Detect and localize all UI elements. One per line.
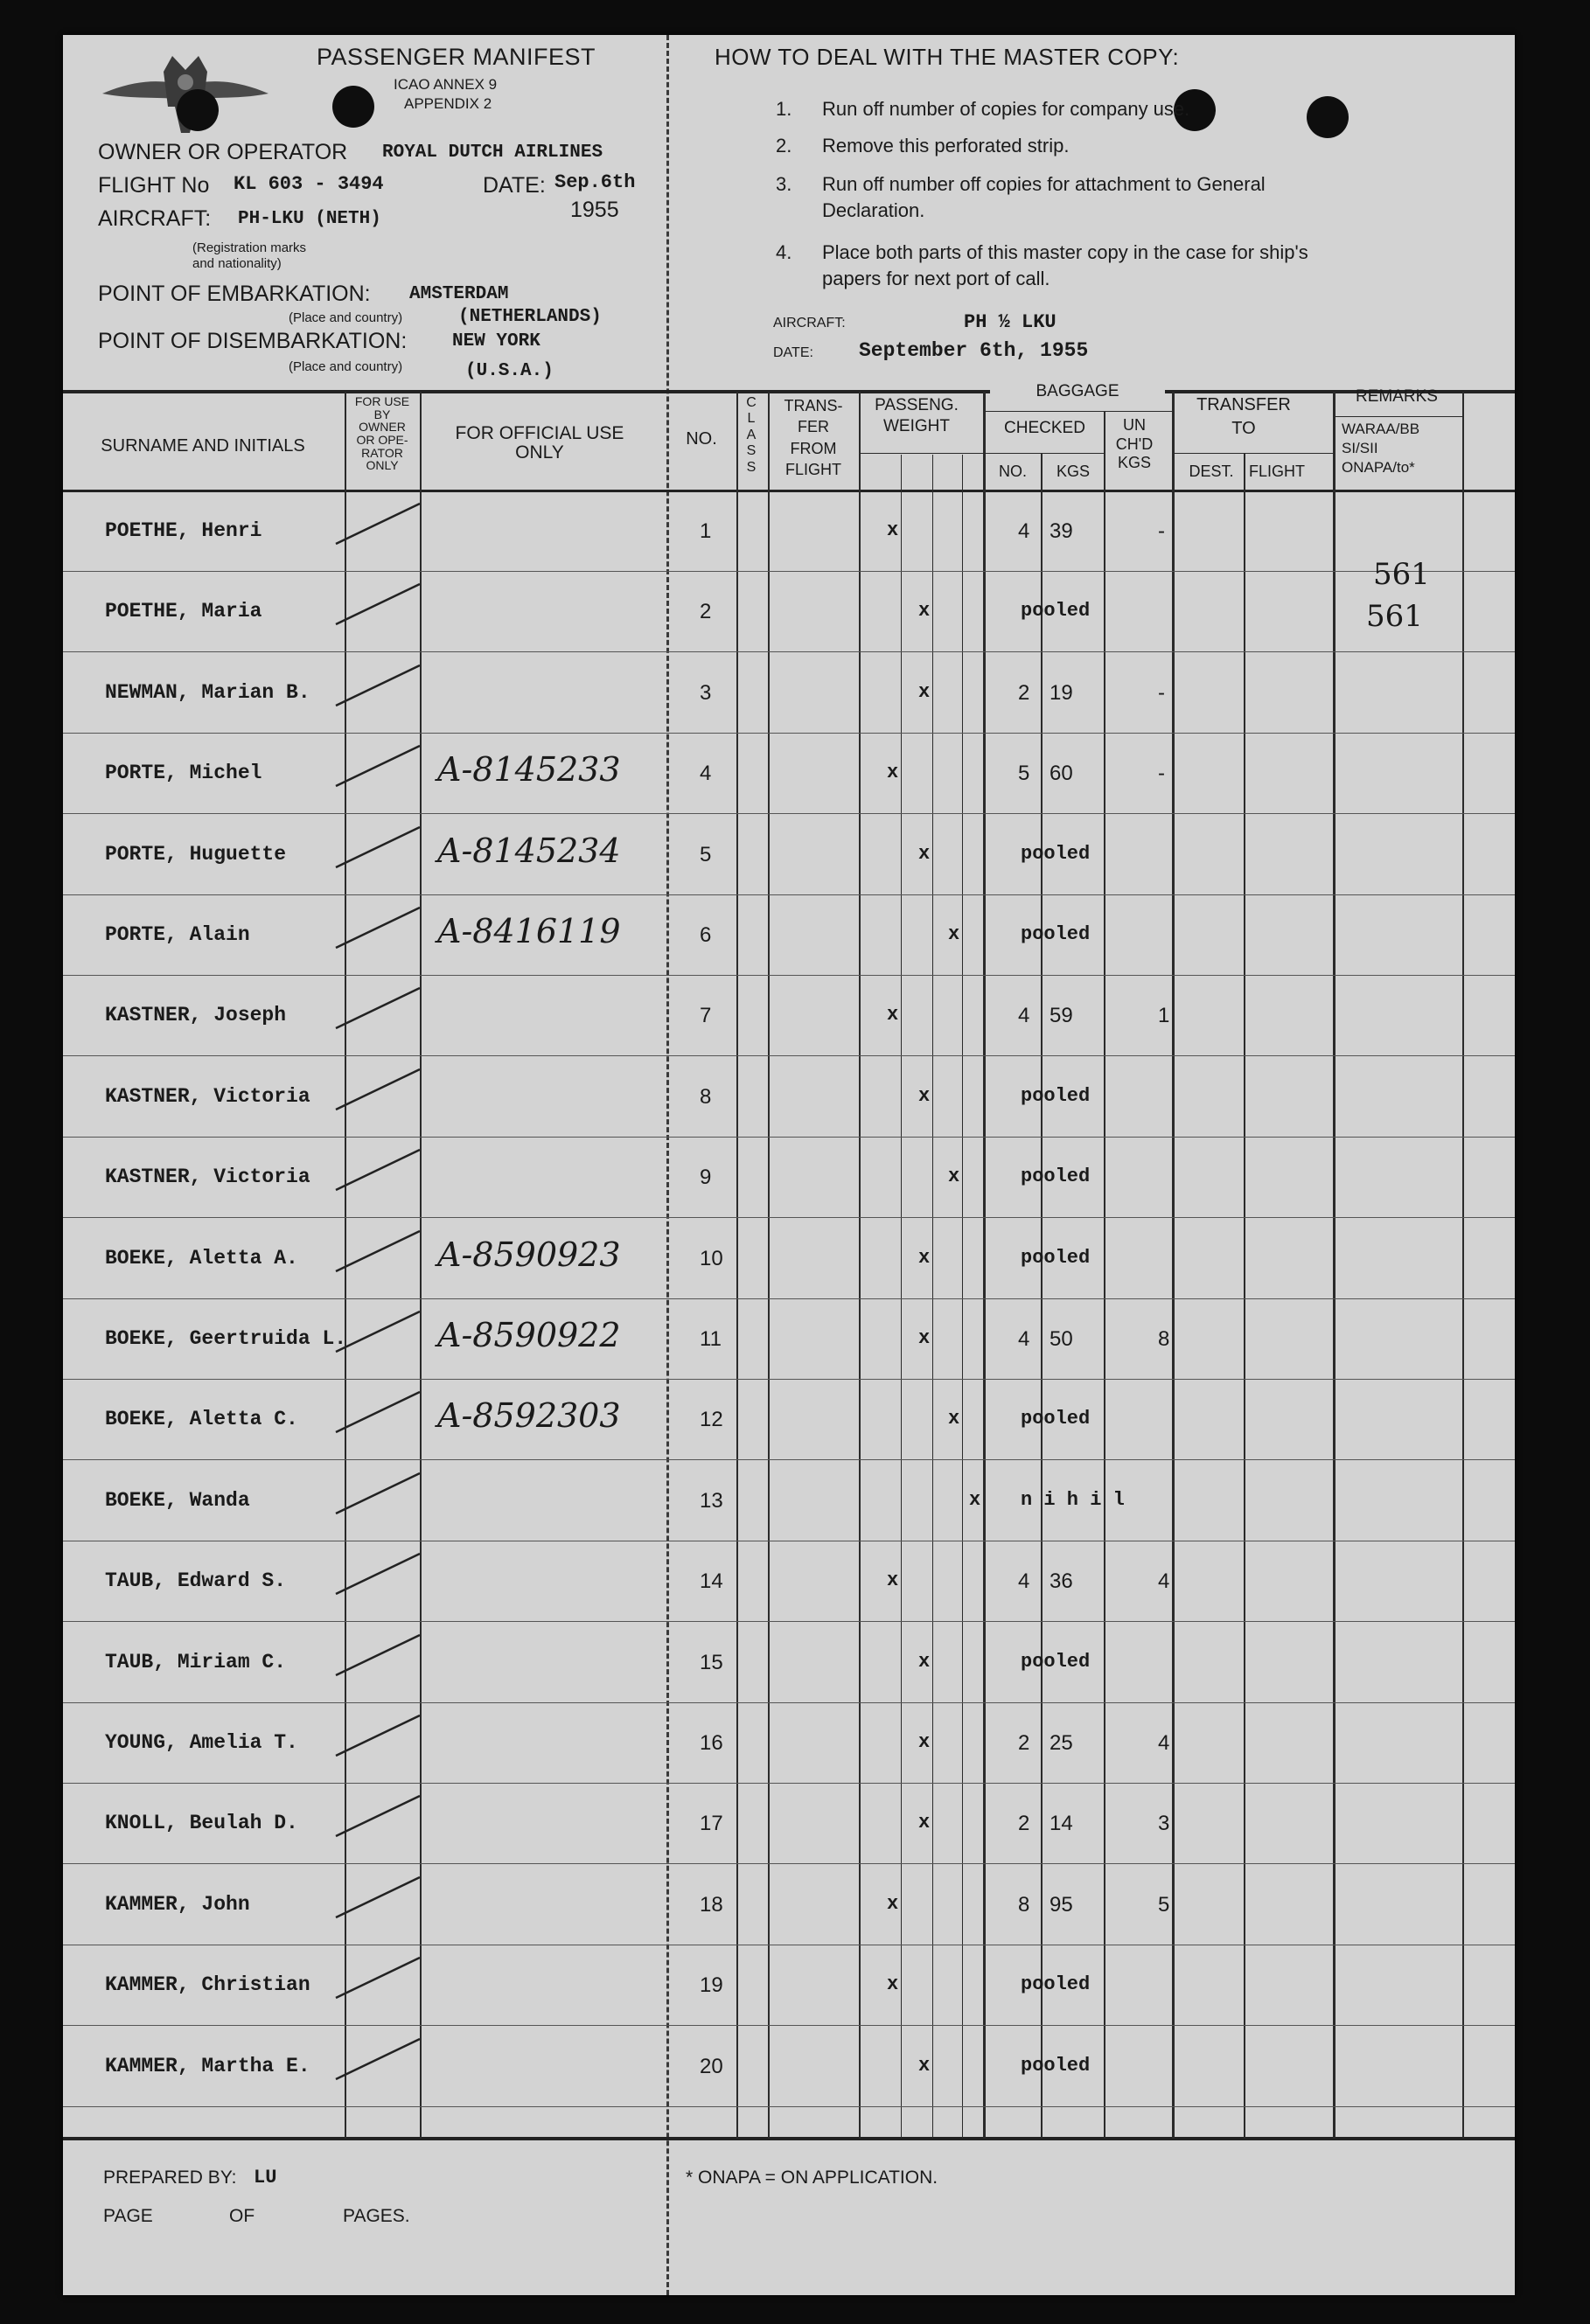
owner-check-mark [332,1064,429,1117]
col-class-letter: A [746,427,757,442]
weight-mark: x [918,680,931,703]
passenger-number: 8 [700,1084,712,1109]
instruction-text: Run off number off copies for attachment to General [822,173,1266,195]
table-row [63,491,1515,572]
passenger-number: 9 [700,1165,712,1190]
col-remarks-line: WARAA/BB [1342,421,1420,437]
weight-mark: x [887,1973,899,1996]
official-document-number: A-8590923 [437,1235,621,1274]
instruction-number: 1. [776,98,792,120]
weight-mark: x [918,600,931,623]
master-aircraft-value: PH ½ LKU [964,311,1057,333]
disembark-country: (U.S.A.) [465,361,554,381]
baggage-kgs: pooled [1021,1408,1091,1430]
passenger-name: TAUB, Miriam C. [105,1650,287,1673]
disembark-value: NEW YORK [452,331,540,351]
baggage-kgs: pooled [1021,923,1091,945]
weight-mark: x [918,2054,931,2077]
embark-country: (NETHERLANDS) [458,307,602,327]
baggage-kgs: 25 [1050,1731,1073,1755]
owner-check-mark [332,1145,429,1197]
baggage-count: 2 [1018,1812,1030,1836]
table-row [63,572,1515,652]
unchecked-kgs: - [1158,762,1165,786]
passenger-number: 2 [700,600,712,624]
col-class-letter: S [746,443,757,459]
instruction-text: Remove this perforated strip. [822,135,1070,157]
baggage-kgs: pooled [1021,600,1091,623]
weight-mark: x [948,1165,960,1188]
baggage-kgs: 95 [1050,1892,1073,1917]
baggage-count: 4 [1018,1004,1030,1028]
owner-check-mark [332,579,429,631]
instruction-number: 2. [776,135,792,157]
weight-mark: x [969,1488,981,1511]
col-for-use-line: BY [373,407,391,421]
passenger-number: 13 [700,1488,723,1513]
column-rule [986,453,1104,454]
passenger-number: 3 [700,680,712,705]
baggage-count: 4 [1018,1327,1030,1351]
passenger-name: BOEKE, Wanda [105,1488,250,1512]
col-unchd-line: UN [1123,416,1146,434]
weight-mark: x [918,1084,931,1107]
col-for-use-line: FOR USE [354,394,410,408]
passenger-number: 1 [700,519,712,543]
master-date-label: DATE: [773,345,813,360]
owner-check-mark [332,741,429,793]
owner-check-mark [332,1226,429,1278]
passenger-name: KAMMER, John [105,1892,250,1916]
weight-mark: x [918,842,931,865]
baggage-kgs: pooled [1021,2054,1091,2077]
passenger-name: BOEKE, Aletta A. [105,1246,298,1270]
col-for-use-line: OR OPE- [356,433,408,448]
baggage-kgs: 59 [1050,1004,1073,1028]
weight-mark: x [887,762,899,784]
col-remarks-sub [1342,420,1457,477]
unchecked-kgs: 1 [1158,1004,1170,1028]
col-flight: FLIGHT [1248,463,1305,480]
baggage-kgs: pooled [1021,1650,1091,1673]
column-rule [1335,416,1462,417]
table-row [63,1945,1515,2026]
owner-check-mark [332,2034,429,2086]
table-row [63,1461,1515,1541]
instruction-number: 4. [776,241,792,263]
col-kgs: KGS [1056,463,1090,480]
baggage-count: 4 [1018,1569,1030,1594]
remarks-value: 561 [1366,599,1423,634]
aircraft-value: PH-LKU (NETH) [238,209,381,229]
unchecked-kgs: - [1158,680,1165,705]
table-row [63,1380,1515,1460]
baggage-kgs: 39 [1050,519,1073,543]
baggage-kgs: pooled [1021,1246,1091,1269]
baggage-kgs: 14 [1050,1812,1073,1836]
col-class-letter: L [747,411,756,427]
official-document-number: A-8592303 [437,1396,621,1436]
place-note: (Place and country) [289,359,403,374]
col-checked: CHECKED [1004,419,1085,437]
col-baggage: BAGGAGE [990,383,1165,400]
col-class [738,395,764,476]
instruction-text: Run off number of copies for company use. [822,98,1190,120]
baggage-kgs: pooled [1021,842,1091,865]
remarks-value: 561 [1373,557,1430,592]
of-label: OF [229,2206,255,2226]
col-transfer-line: FLIGHT [785,460,841,478]
disembark-label: POINT OF DISEMBARKATION: [98,329,408,353]
col-transfer-to-line: TRANSFER [1196,395,1291,414]
baggage-count: 5 [1018,762,1030,786]
column-rule [986,411,1172,412]
table-bottom-rule [63,2137,1515,2140]
master-aircraft-label: AIRCRAFT: [773,316,846,331]
col-remarks: REMARKS [1356,387,1438,406]
table-row [63,1784,1515,1864]
date-value: Sep.6th [554,171,636,193]
table-row [63,815,1515,895]
unchecked-kgs: 4 [1158,1569,1170,1594]
owner-value: ROYAL DUTCH AIRLINES [382,143,603,163]
embark-label: POINT OF EMBARKATION: [98,282,371,306]
weight-mark: x [887,1004,899,1026]
owner-check-mark [332,1306,429,1359]
col-official [422,424,658,463]
baggage-count: 2 [1018,680,1030,705]
baggage-kgs: n i h i l [1021,1488,1125,1511]
annex-label: ICAO ANNEX 9 [394,76,498,93]
col-class-letter: S [746,459,757,475]
instruction-text: Declaration. [822,199,925,221]
passenger-number: 11 [700,1327,722,1351]
owner-check-mark [332,1872,429,1924]
col-transfer-from [770,395,857,480]
table-row [63,1299,1515,1380]
col-weight-line: PASSENG. [875,396,959,414]
weight-mark: x [918,1812,931,1834]
passenger-number: 15 [700,1650,723,1674]
punch-hole [332,86,374,128]
prepared-by-label: PREPARED BY: [103,2167,237,2188]
table-row [63,653,1515,734]
weight-mark: x [948,923,960,945]
baggage-kgs: 36 [1050,1569,1073,1594]
passenger-name: BOEKE, Geertruida L. [105,1327,347,1350]
col-class-letter: C [746,395,757,410]
passenger-number: 5 [700,842,712,866]
col-for-use-line: ONLY [366,458,399,473]
baggage-count: 2 [1018,1731,1030,1755]
weight-mark: x [887,1892,899,1915]
unchecked-kgs: 4 [1158,1731,1170,1755]
col-for-use [347,395,417,472]
baggage-kgs: pooled [1021,1084,1091,1107]
passenger-number: 6 [700,923,712,947]
master-date-value: September 6th, 1955 [859,339,1089,362]
manifest-sheet [63,35,1515,2295]
place-note: (Place and country) [289,310,403,325]
instruction-number: 3. [776,173,792,195]
passenger-number: 7 [700,1004,712,1028]
passenger-name: YOUNG, Amelia T. [105,1731,298,1754]
col-official-line: FOR OFFICIAL USE [455,423,624,443]
weight-mark: x [948,1408,960,1430]
passenger-number: 12 [700,1408,723,1432]
owner-check-mark [332,822,429,874]
table-row [63,1703,1515,1784]
unchecked-kgs: 8 [1158,1327,1170,1351]
passenger-number: 18 [700,1892,723,1917]
passenger-number: 10 [700,1246,723,1270]
registration-note: and nationality) [192,256,282,271]
instruction-text: papers for next port of call. [822,268,1050,289]
owner-check-mark [332,902,429,955]
passenger-name: PORTE, Huguette [105,842,287,866]
passenger-name: KAMMER, Christian [105,1973,310,1997]
owner-check-mark [332,1468,429,1520]
baggage-kgs: 50 [1050,1327,1073,1351]
baggage-kgs: pooled [1021,1165,1091,1188]
date-year: 1955 [570,198,619,222]
col-unchecked [1105,416,1163,473]
owner-check-mark [332,1710,429,1763]
instruction-text: Place both parts of this master copy in the case for ship's [822,241,1308,263]
col-bag-no: NO. [998,463,1027,480]
passenger-name: KASTNER, Joseph [105,1004,287,1027]
table-row [63,1623,1515,1703]
weight-mark: x [918,1246,931,1269]
official-document-number: A-8145233 [437,750,621,790]
owner-check-mark [332,1791,429,1843]
owner-check-mark [332,1387,429,1439]
baggage-kgs: pooled [1021,1973,1091,1996]
column-rule [859,453,983,454]
col-no: NO. [686,429,717,449]
table-row [63,1057,1515,1138]
passenger-number: 16 [700,1731,723,1755]
owner-label: OWNER OR OPERATOR [98,140,348,164]
date-label: DATE: [483,173,546,198]
flight-value: KL 603 - 3494 [234,173,384,195]
prepared-by-value: LU [254,2167,277,2188]
col-for-use-line: RATOR [361,445,403,460]
weight-mark: x [918,1650,931,1673]
passenger-number: 17 [700,1812,723,1836]
col-remarks-line: ONAPA/to* [1342,459,1415,477]
col-transfer-line: FROM [790,439,837,457]
appendix-label: APPENDIX 2 [404,95,492,112]
baggage-kgs: 19 [1050,680,1073,705]
passenger-name: PORTE, Alain [105,923,250,946]
table-row [63,734,1515,814]
table-row [63,2027,1515,2107]
registration-note: (Registration marks [192,240,307,255]
master-copy-title: HOW TO DEAL WITH THE MASTER COPY: [715,44,1180,70]
aircraft-label: AIRCRAFT: [98,206,212,231]
passenger-name: TAUB, Edward S. [105,1569,287,1593]
col-for-use-line: OWNER [359,420,406,435]
weight-mark: x [887,519,899,541]
weight-mark: x [887,1569,899,1592]
owner-check-mark [332,983,429,1035]
page-title: PASSENGER MANIFEST [317,44,596,70]
col-unchd-line: CH'D [1115,435,1154,453]
passenger-name: POETHE, Maria [105,600,262,623]
table-row [63,895,1515,976]
passenger-name: NEWMAN, Marian B. [105,680,310,704]
col-transfer-line: TRANS- [784,397,843,414]
flight-label: FLIGHT No [98,173,210,198]
col-transfer-to [1178,393,1309,441]
col-remarks-line: SI/SII [1342,440,1378,457]
col-transfer-to-line: TO [1231,419,1256,438]
official-document-number: A-8145234 [437,831,621,870]
passenger-name: KASTNER, Victoria [105,1084,310,1108]
owner-check-mark [332,498,429,551]
unchecked-kgs: - [1158,519,1165,543]
passenger-name: KAMMER, Martha E. [105,2054,310,2077]
passenger-number: 4 [700,762,712,786]
col-dest: DEST. [1189,463,1234,480]
baggage-count: 4 [1018,519,1030,543]
official-document-number: A-8590922 [437,1316,621,1354]
weight-mark: x [918,1731,931,1753]
punch-hole [1307,96,1349,138]
official-document-number: A-8416119 [437,912,621,950]
page-label: PAGE [103,2206,153,2226]
owner-check-mark [332,1548,429,1601]
table-row [63,1138,1515,1218]
col-surname: SURNAME AND INITIALS [101,436,305,456]
passenger-name: POETHE, Henri [105,519,262,542]
col-transfer-line: FER [798,418,829,436]
table-row [63,1865,1515,1945]
baggage-kgs: 60 [1050,762,1073,786]
col-weight-line: WEIGHT [883,416,950,435]
embark-value: AMSTERDAM [409,284,509,304]
pages-label: PAGES. [343,2206,410,2226]
table-row [63,1541,1515,1622]
col-official-line: ONLY [515,442,564,463]
col-passenger-weight [861,395,973,437]
punch-hole [177,89,219,131]
unchecked-kgs: 5 [1158,1892,1170,1917]
column-rule [1175,453,1333,454]
unchecked-kgs: 3 [1158,1812,1170,1836]
baggage-count: 8 [1018,1892,1030,1917]
weight-mark: x [918,1327,931,1349]
table-row [63,976,1515,1056]
passenger-name: BOEKE, Aletta C. [105,1408,298,1431]
passenger-name: KASTNER, Victoria [105,1165,310,1189]
owner-check-mark [332,1952,429,2005]
owner-check-mark [332,1630,429,1682]
passenger-number: 20 [700,2054,723,2078]
passenger-number: 14 [700,1569,723,1594]
onapa-footnote: * ONAPA = ON APPLICATION. [686,2167,938,2188]
col-unchd-line: KGS [1117,454,1151,472]
table-row [63,1219,1515,1299]
passenger-number: 19 [700,1973,723,1998]
owner-check-mark [332,660,429,713]
passenger-name: PORTE, Michel [105,762,262,785]
passenger-name: KNOLL, Beulah D. [105,1812,298,1835]
